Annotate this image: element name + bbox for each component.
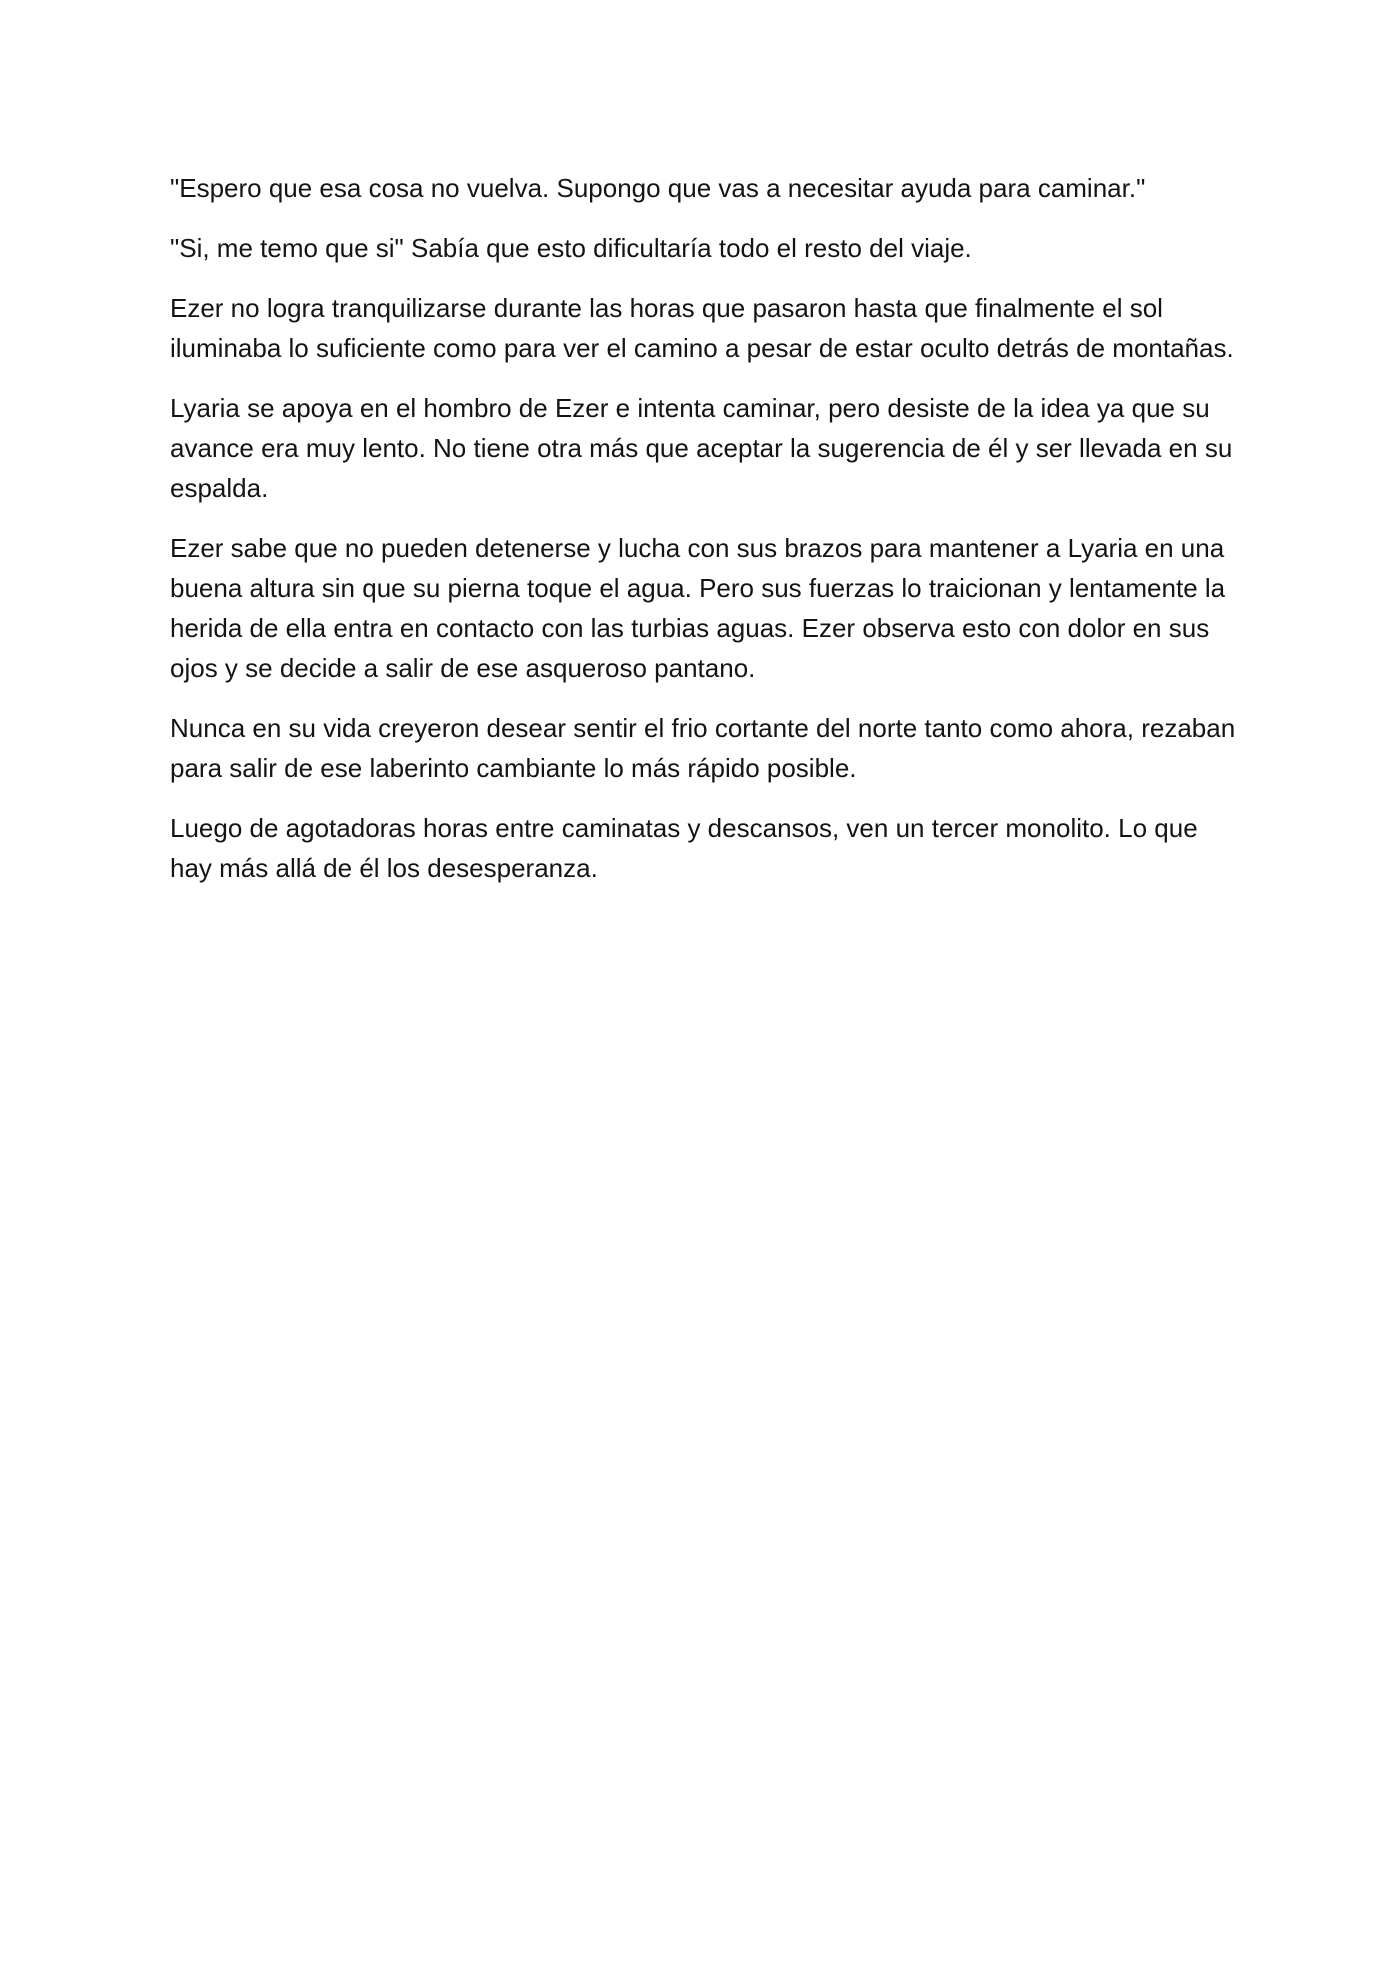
paragraph-2: "Si, me temo que si" Sabía que esto dificultaría todo el resto del viaje. xyxy=(170,233,972,263)
paragraph-6: Nunca en su vida creyeron desear sentir el frio cortante del norte tanto como ahora, rezaban para salir de ese laberinto cambiante lo más rápido posible. xyxy=(170,713,1236,783)
document-body xyxy=(170,168,1245,908)
paragraph-1: "Espero que esa cosa no vuelva. Supongo que vas a necesitar ayuda para caminar." xyxy=(170,173,1146,203)
paragraph-5: Ezer sabe que no pueden detenerse y lucha con sus brazos para mantener a Lyaria en una buena altura sin que su pierna toque el agua. Pero sus fuerzas lo traicionan y lentamente la herida de ella entra en contacto con las turbias aguas. Ezer observa esto con dolor en sus ojos y se decide a salir de ese asqueroso pantano. xyxy=(170,533,1226,683)
paragraph-4: Lyaria se apoya en el hombro de Ezer e intenta caminar, pero desiste de la idea ya que su avance era muy lento. No tiene otra más que aceptar la sugerencia de él y ser llevada en su espalda. xyxy=(170,393,1233,503)
paragraph-3: Ezer no logra tranquilizarse durante las horas que pasaron hasta que finalmente el sol iluminaba lo suficiente como para ver el camino a pesar de estar oculto detrás de montañas. xyxy=(170,293,1234,363)
paragraph-7: Luego de agotadoras horas entre caminatas y descansos, ven un tercer monolito. Lo que hay más allá de él los desesperanza. xyxy=(170,813,1198,883)
